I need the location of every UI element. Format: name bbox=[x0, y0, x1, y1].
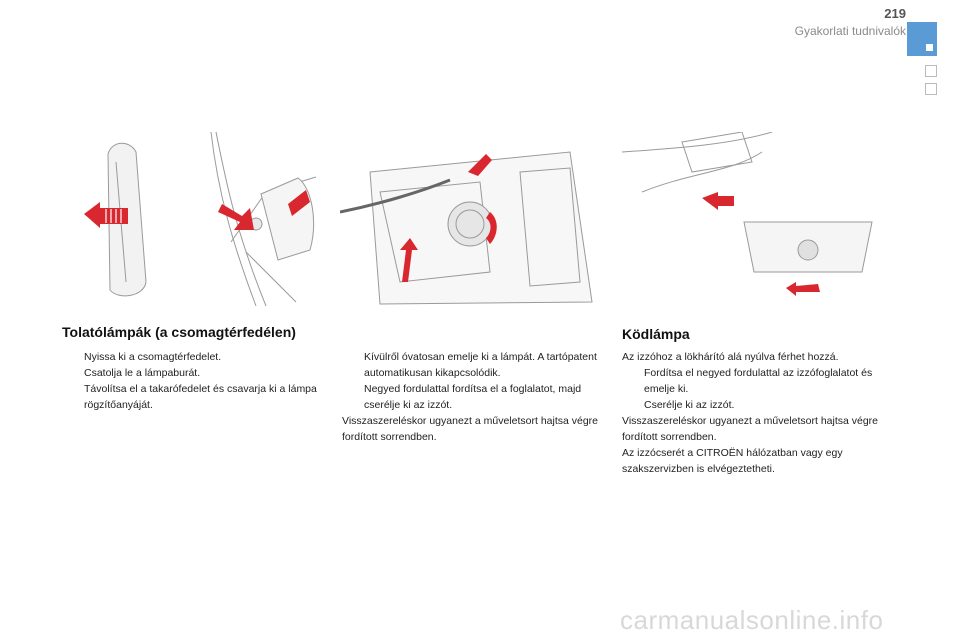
service-note: Az izzócserét a CITROËN hálózatban vagy egy szakszervizben is elvégeztetheti. bbox=[622, 447, 843, 475]
rear-lamps-column-right bbox=[342, 349, 604, 445]
fog-lamp-intro: Az izzóhoz a lökhárító alá nyúlva férhet hozzá. bbox=[622, 351, 839, 363]
step-item bbox=[342, 349, 604, 381]
step-text: Nyissa ki a csomagtérfedelet. bbox=[84, 351, 222, 363]
section-heading-rear-lamps: Tolatólámpák (a csomagtérfedélen) bbox=[62, 324, 296, 340]
step-text: Fordítsa el negyed fordulattal az izzófoglalatot és emelje ki. bbox=[644, 367, 873, 395]
watermark-text: carmanualsonline.info bbox=[620, 605, 884, 635]
chapter-tab-box bbox=[925, 83, 937, 95]
illustration-cover-removal bbox=[66, 132, 318, 306]
step-text: Cserélje ki az izzót. bbox=[644, 399, 735, 411]
reassembly-note: Visszaszereléskor ugyanezt a műveletsort hajtsa végre fordított sorrendben. bbox=[622, 415, 879, 443]
section-heading-fog-lamp: Ködlámpa bbox=[622, 326, 690, 342]
step-item bbox=[342, 381, 604, 413]
step-item bbox=[62, 381, 324, 413]
step-text: Negyed fordulattal fordítsa el a foglalatot, majd cserélje ki az izzót. bbox=[364, 383, 582, 411]
step-item bbox=[622, 365, 892, 397]
step-text: Csatolja le a lámpaburát. bbox=[84, 367, 201, 379]
step-item bbox=[622, 397, 892, 413]
step-text: Kívülről óvatosan emelje ki a lámpát. A tartópatent automatikusan kikapcsolódik. bbox=[364, 351, 597, 379]
illustration-lamp-unit bbox=[340, 132, 596, 306]
step-item bbox=[62, 349, 324, 365]
fog-lamp-column bbox=[622, 349, 892, 477]
chapter-tab-box bbox=[925, 65, 937, 77]
step-text: Távolítsa el a takarófedelet és csavarja ki a lámpa rögzítőanyáját. bbox=[84, 383, 317, 411]
rear-lamps-column-left bbox=[62, 349, 324, 413]
page-number: 219 bbox=[884, 6, 906, 21]
chapter-tab-active bbox=[907, 22, 937, 56]
illustration-fog-lamp bbox=[622, 132, 884, 306]
step-item bbox=[62, 365, 324, 381]
reassembly-note: Visszaszereléskor ugyanezt a műveletsort hajtsa végre fordított sorrendben. bbox=[342, 415, 599, 443]
chapter-title: Gyakorlati tudnivalók bbox=[794, 24, 906, 38]
chapter-tab-marker bbox=[926, 44, 933, 51]
